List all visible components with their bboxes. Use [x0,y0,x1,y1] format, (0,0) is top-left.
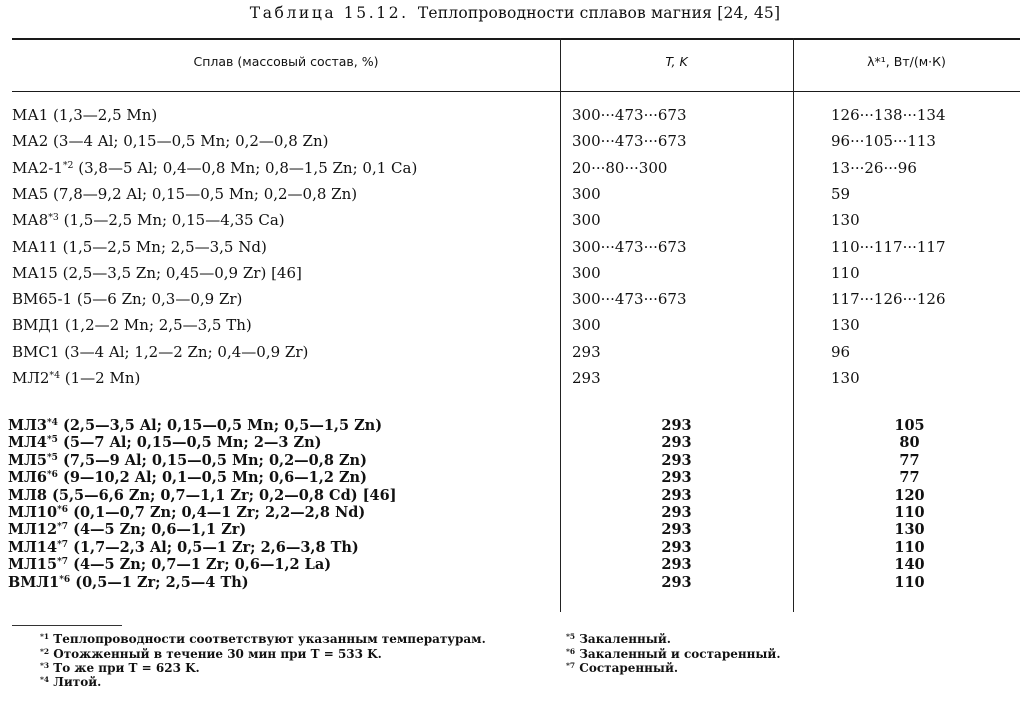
alloy-name: МЛ14 [8,538,58,556]
footnote-marker: *4 [49,369,60,381]
alloy-cell [12,132,328,150]
alloy-cell [12,159,417,177]
footnote-text: То же при T = 623 K. [53,661,200,675]
temperature-cell: 293 [661,417,692,434]
alloy-cell [8,504,365,521]
temperature-cell: 293 [661,573,692,591]
alloy-name: МЛ15 [8,556,58,574]
alloy-composition: (7,8—9,2 Al; 0,15—0,5 Mn; 0,2—0,8 Zn) [53,184,358,203]
alloy-composition: (2,5—3,5 Al; 0,15—0,5 Mn; 0,5—1,5 Zn) [62,417,383,434]
conductivity-cell: 130 [894,521,925,539]
alloy-cell [8,487,397,504]
table-row [0,487,1030,505]
table-row [0,556,1030,574]
temperature-cell: 293 [661,504,692,521]
table-row [0,264,1030,290]
temperature-cell: 300···473···673 [572,290,687,309]
conductivity-cell: 77 [899,451,920,469]
alloy-composition: (0,1—0,7 Zn; 0,4—1 Zr; 2,2—2,8 Nd) [73,504,366,521]
footnote-marker: *5 [566,631,576,641]
alloy-composition: (1,5—2,5 Mn; 0,15—4,35 Ca) [63,211,285,230]
temperature-cell: 293 [661,469,692,487]
header-conductivity: λ*¹, Вт/(м·К) [867,54,946,69]
alloy-cell [12,106,157,124]
alloy-cell [12,185,357,203]
conductivity-cell: 59 [831,184,851,203]
alloy-name: МА11 [12,237,58,256]
alloy-composition: (1—2 Mn) [64,369,141,387]
table-caption [0,4,1030,22]
header-bottom-rule [12,91,1020,92]
alloy-composition: (5,5—6,6 Zn; 0,7—1,1 Zr; 0,2—0,8 Cd) [46] [52,486,397,504]
alloy-composition: (3—4 Al; 1,2—2 Zn; 0,4—0,9 Zr) [64,342,309,361]
alloy-cell [12,264,302,282]
table-row [0,574,1030,592]
alloy-name: ВМЛ1 [8,573,60,591]
table-row [0,316,1030,342]
alloy-cell [12,290,242,308]
footnote-marker: *2 [40,646,50,656]
footnote-marker: *5 [46,452,58,463]
alloy-name: МА2-1 [12,158,63,177]
table-top-rule [12,38,1020,40]
alloy-cell [12,211,285,229]
footnote [566,661,678,675]
alloy-composition: (0,5—1 Zr; 2,5—4 Th) [75,573,249,591]
footnote-text: Состаренный. [579,661,679,675]
table-row [0,504,1030,522]
alloy-cell [8,434,322,451]
alloy-name: МА8 [12,211,49,230]
table-row [0,159,1030,185]
footnote-marker: *7 [57,522,69,533]
alloy-name: МА1 [12,106,49,124]
conductivity-cell: 117···126···126 [831,290,946,309]
alloy-composition: (3—4 Al; 0,15—0,5 Mn; 0,2—0,8 Zn) [53,132,329,151]
footnote-marker: *6 [59,574,71,585]
conductivity-cell: 96···105···113 [831,132,936,151]
conductivity-cell: 110 [894,573,925,591]
footnote-marker: *2 [62,159,74,171]
caption-label: Таблица 15.12. [249,4,409,22]
alloy-composition: (4—5 Zn; 0,7—1 Zr; 0,6—1,2 La) [73,556,332,574]
footnote-marker: *1 [40,631,50,641]
alloy-cell [8,469,367,486]
footnote [40,661,200,675]
table-row [0,521,1030,539]
alloy-cell [8,574,249,591]
alloy-cell [8,417,382,434]
conductivity-cell: 110 [894,538,925,556]
footnote-marker: *6 [566,646,576,656]
alloy-name: ВМД1 [12,316,61,335]
table-row [0,539,1030,557]
footnote-marker: *7 [57,539,69,550]
footnote [40,675,101,689]
table-row [0,238,1030,264]
footnote-marker: *4 [46,418,58,429]
conductivity-cell: 130 [831,369,860,387]
footnote-text: Литой. [53,675,102,689]
alloy-composition: (5—7 Al; 0,15—0,5 Mn; 2—3 Zn) [62,434,322,452]
alloy-name: ВМ65-1 [12,290,73,309]
alloy-composition: (1,7—2,3 Al; 0,5—1 Zr; 2,6—3,8 Th) [73,538,359,556]
alloy-cell [12,343,308,361]
temperature-cell: 300 [572,316,601,335]
alloy-name: МЛ5 [8,451,47,469]
footnote-marker: *7 [57,557,69,568]
conductivity-cell: 120 [894,486,925,504]
alloy-cell [12,316,252,334]
conductivity-cell: 126···138···134 [831,106,946,124]
alloy-cell [12,369,140,387]
table-row [0,452,1030,470]
conductivity-cell: 105 [894,417,925,434]
conductivity-cell: 130 [831,316,860,335]
table-row [0,417,1030,435]
alloy-name: МЛ10 [8,504,58,521]
alloy-name: МЛ12 [8,521,58,539]
temperature-cell: 300 [572,211,601,230]
conductivity-cell: 80 [899,434,920,452]
footnote-text: Отожженный в течение 30 мин при T = 533 K. [53,647,382,661]
footnote-marker: *7 [566,660,576,670]
table-row [0,185,1030,211]
conductivity-cell: 77 [899,469,920,487]
alloy-cell [8,539,359,556]
conductivity-cell: 130 [831,211,860,230]
alloy-name: МЛ3 [8,417,47,434]
conductivity-cell: 13···26···96 [831,158,917,177]
alloy-name: МЛ8 [8,486,47,504]
table-row [0,343,1030,369]
alloy-name: МА15 [12,263,58,282]
alloy-cell [8,556,331,573]
conductivity-cell: 110 [894,504,925,521]
footnote [40,647,382,661]
conductivity-cell: 110···117···117 [831,237,946,256]
alloy-composition: (1,2—2 Mn; 2,5—3,5 Th) [64,316,252,335]
alloy-composition: (9—10,2 Al; 0,1—0,5 Mn; 0,6—1,2 Zn) [62,469,367,487]
temperature-cell: 293 [661,486,692,504]
footnote [566,647,781,661]
alloy-name: МЛ6 [8,469,47,487]
alloy-name: МА2 [12,132,49,151]
alloy-composition: (5—6 Zn; 0,3—0,9 Zr) [76,290,243,309]
footnote-rule [12,625,122,626]
footnote-marker: *4 [40,674,50,684]
alloy-cell [8,452,367,469]
temperature-cell: 300···473···673 [572,106,687,124]
footnote-marker: *3 [40,660,50,670]
temperature-cell: 293 [661,556,692,574]
temperature-cell: 293 [572,369,601,387]
header-alloy: Сплав (массовый состав, %) [193,54,379,69]
footnote-text: Закаленный и состаренный. [579,647,781,661]
alloy-composition: (4—5 Zn; 0,6—1,1 Zr) [73,521,247,539]
alloy-cell [8,521,246,538]
footnote-marker: *6 [46,470,58,481]
footnote-marker: *5 [46,435,58,446]
footnote-marker: *3 [48,212,59,224]
alloy-cell [12,238,267,256]
footnote [40,632,486,646]
temperature-cell: 293 [661,521,692,539]
alloy-name: МА5 [12,184,49,203]
alloy-composition: (1,3—2,5 Mn) [53,106,158,124]
alloy-composition: (7,5—9 Al; 0,15—0,5 Mn; 0,2—0,8 Zn) [62,451,367,469]
table-row [0,434,1030,452]
alloy-composition: (1,5—2,5 Mn; 2,5—3,5 Nd) [62,237,267,256]
table-row [0,290,1030,316]
footnote-text: Теплопроводности соответствуют указанным температурам. [53,632,486,646]
table-row [0,369,1030,395]
alloy-composition: (2,5—3,5 Zn; 0,45—0,9 Zr) [46] [62,263,302,282]
footnote [566,632,671,646]
temperature-cell: 300···473···673 [572,132,687,151]
conductivity-cell: 140 [894,556,925,574]
temperature-cell: 300···473···673 [572,237,687,256]
conductivity-cell: 96 [831,342,851,361]
alloy-composition: (3,8—5 Al; 0,4—0,8 Mn; 0,8—1,5 Zn; 0,1 Ca) [78,158,418,177]
alloy-name: МЛ4 [8,434,47,452]
table-row [0,469,1030,487]
temperature-cell: 300 [572,184,601,203]
alloy-name: ВМС1 [12,342,60,361]
temperature-cell: 293 [661,451,692,469]
temperature-cell: 293 [661,434,692,452]
table-row [0,132,1030,158]
temperature-cell: 293 [572,342,601,361]
table-row [0,106,1030,132]
temperature-cell: 293 [661,538,692,556]
caption-title: Теплопроводности сплавов магния [24, 45] [417,4,781,22]
temperature-cell: 300 [572,263,601,282]
temperature-cell: 20···80···300 [572,158,668,177]
footnote-marker: *6 [57,505,69,516]
conductivity-cell: 110 [831,263,860,282]
table-row [0,211,1030,237]
footnote-text: Закаленный. [579,632,671,646]
header-temperature: T, K [665,54,688,69]
alloy-name: МЛ2 [12,369,50,387]
